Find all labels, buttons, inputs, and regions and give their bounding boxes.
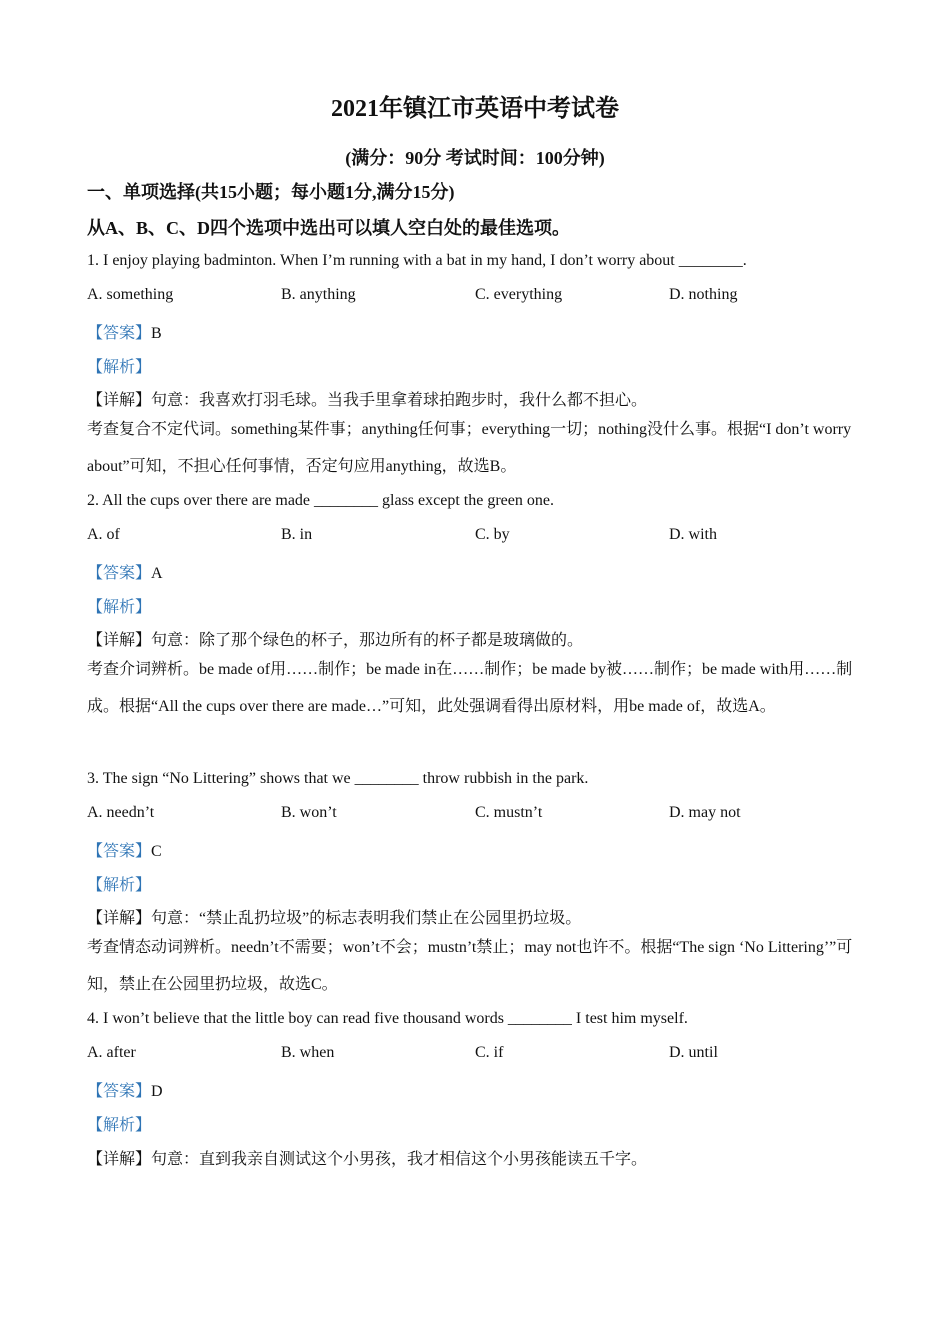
- question-3-option-b: B. won’t: [281, 804, 337, 821]
- answer-value: A: [151, 565, 163, 582]
- question-4-option-d: D. until: [669, 1044, 718, 1061]
- question-3-answer: [87, 838, 162, 861]
- question-3-option-d: D. may not: [669, 804, 741, 821]
- question-4-stem: 4. I won’t believe that the little boy can read five thousand words ________ I test him myself.: [87, 1010, 688, 1027]
- question-3-option-c: C. mustn’t: [475, 804, 543, 821]
- question-1-explanation: 考查复合不定代词。something某件事；anything任何事；everything一切；nothing没什么事。根据“I don’t worry about”可知，不担心任何事情，否定句应用anything，故选B。: [87, 421, 852, 475]
- section-instruction: 从A、B、C、D四个选项中选出可以填人空白处的最佳选项。: [87, 218, 571, 238]
- section-heading: 一、单项选择(共15小题；每小题1分,满分15分): [87, 182, 455, 202]
- question-1-option-b: B. anything: [281, 286, 356, 303]
- question-4-detail: 【详解】句意：直到我亲自测试这个小男孩，我才相信这个小男孩能读五千字。: [87, 1151, 648, 1168]
- exam-info: (满分：90分 考试时间：100分钟): [345, 148, 605, 168]
- question-1-option-d: D. nothing: [669, 286, 738, 303]
- page-title: 2021年镇江市英语中考试卷: [331, 96, 619, 122]
- question-2-explanation: 考查介词辨析。be made of用……制作；be made in在……制作；be made by被……制作；be made with用……制成。根据“All the cups over there are made…”可知，此处强调看得出原材料，用be made of，故选A。: [87, 661, 853, 715]
- question-1-analysis-label: 【解析】: [87, 359, 152, 376]
- answer-value: B: [151, 325, 162, 342]
- question-1-answer: [87, 320, 162, 343]
- question-2-option-b: B. in: [281, 526, 313, 543]
- question-2-stem: 2. All the cups over there are made ________ glass except the green one.: [87, 492, 554, 509]
- question-3-explanation: 考查情态动词辨析。needn’t不需要；won’t不会；mustn’t禁止；may not也许不。根据“The sign ‘No Littering’”可知，禁止在公园里扔垃圾，故选C。: [87, 939, 853, 993]
- answer-value: D: [151, 1083, 163, 1100]
- question-1-detail: 【详解】句意：我喜欢打羽毛球。当我手里拿着球拍跑步时，我什么都不担心。: [87, 392, 648, 409]
- question-4-analysis-label: 【解析】: [87, 1117, 152, 1134]
- question-3-option-a: A. needn’t: [87, 804, 155, 821]
- question-2-analysis-label: 【解析】: [87, 599, 152, 616]
- question-3-detail: 【详解】句意：“禁止乱扔垃圾”的标志表明我们禁止在公园里扔垃圾。: [87, 910, 582, 927]
- question-3-analysis-label: 【解析】: [87, 877, 152, 894]
- question-4-answer: [87, 1078, 163, 1101]
- answer-label: 【答案】: [87, 1083, 152, 1100]
- question-2-option-d: D. with: [669, 526, 717, 543]
- question-4-option-c: C. if: [475, 1044, 504, 1061]
- answer-value: C: [151, 843, 162, 860]
- question-3-stem: 3. The sign “No Littering” shows that we ________ throw rubbish in the park.: [87, 770, 589, 787]
- answer-label: 【答案】: [87, 325, 152, 342]
- question-2-option-c: C. by: [475, 526, 510, 543]
- question-4-option-a: A. after: [87, 1044, 136, 1061]
- question-1-option-c: C. everything: [475, 286, 563, 303]
- question-1-stem: 1. I enjoy playing badminton. When I’m running with a bat in my hand, I don’t worry about ________.: [87, 252, 747, 269]
- answer-label: 【答案】: [87, 565, 152, 582]
- question-2-answer: [87, 560, 163, 583]
- question-2-detail: 【详解】句意：除了那个绿色的杯子，那边所有的杯子都是玻璃做的。: [87, 632, 584, 649]
- question-1-option-a: A. something: [87, 286, 174, 303]
- question-2-option-a: A. of: [87, 526, 120, 543]
- answer-label: 【答案】: [87, 843, 152, 860]
- question-4-option-b: B. when: [281, 1044, 335, 1061]
